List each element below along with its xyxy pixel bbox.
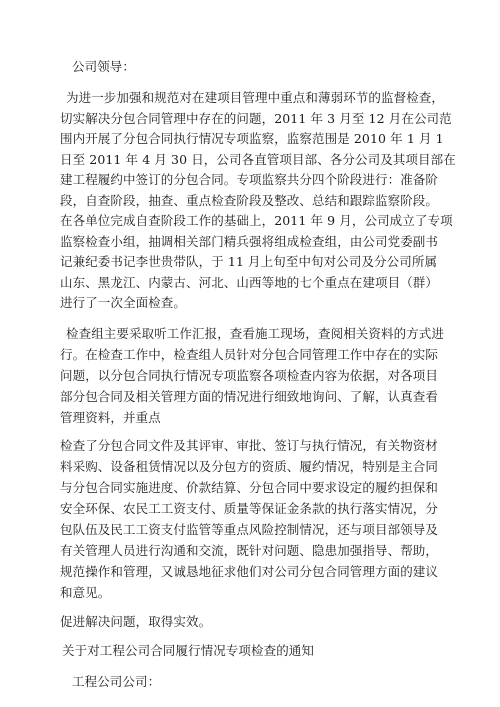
paragraph-1-line-8: 监察检查小组，抽调相关部门精兵强将组成检查组，由公司党委副书 bbox=[60, 234, 439, 249]
paragraph-3-line-7: 规范操作和管理，又诚恳地征求他们对公司分包合同管理方面的建议 bbox=[60, 564, 439, 579]
paragraph-3-line-1: 检查了分包合同文件及其评审、审批、签订与执行情况，有关物资材 bbox=[60, 438, 439, 453]
paragraph-3-line-8: 和意见。 bbox=[60, 585, 111, 600]
notice-title: 关于对工程公司合同履行情况专项检查的通知 bbox=[62, 643, 315, 658]
paragraph-1-line-10: 山东、黑龙江、内蒙古、河北、山西等地的七个重点在建项目（群） bbox=[60, 275, 439, 290]
paragraph-3-line-5: 包队伍及民工工资支付监管等重点风险控制情况，还与项目部领导及 bbox=[60, 522, 439, 537]
paragraph-3-line-3: 与分包合同实施进度、价款结算、分包合同中要求设定的履约担保和 bbox=[60, 480, 439, 495]
paragraph-3-line-4: 安全环保、农民工工资支付、质量等保证金条款的执行落实情况，分 bbox=[60, 501, 439, 516]
paragraph-1-line-6: 段，自查阶段，抽查、重点检查阶段及整改、总结和跟踪监察阶段。 bbox=[60, 193, 439, 208]
paragraph-2-line-3: 问题，以分包合同执行情况专项监察各项检查内容为依据，对各项目 bbox=[60, 368, 439, 383]
paragraph-1-line-2: 切实解决分包合同管理中存在的问题，2011 年 3 月至 12 月在公司范 bbox=[60, 111, 452, 126]
paragraph-1-line-4: 日至 2011 年 4 月 30 日，公司各直管项目部、各分公司及其项目部在 bbox=[60, 152, 456, 167]
paragraph-3-line-2: 料采购、设备租赁情况以及分包方的资质、履约情况，特别是主合同 bbox=[60, 459, 439, 474]
salutation: 公司领导： bbox=[72, 59, 136, 74]
paragraph-1-line-7: 在各单位完成自查阶段工作的基础上，2011 年 9 月，公司成立了专项 bbox=[60, 213, 453, 228]
paragraph-1-line-1: 为进一步加强和规范对在建项目管理中重点和薄弱环节的监督检查， bbox=[66, 90, 445, 105]
paragraph-2-line-2: 行。在检查工作中，检查组人员针对分包合同管理工作中存在的实际 bbox=[60, 347, 439, 362]
paragraph-1-line-3: 围内开展了分包合同执行情况专项监察，监察范围是 2010 年 1 月 1 bbox=[60, 131, 444, 146]
notice-salutation: 工程公司公司： bbox=[72, 674, 161, 689]
paragraph-1-line-5: 建工程履约中签订的分包合同。专项监察共分四个阶段进行：准备阶 bbox=[60, 172, 439, 187]
paragraph-2-line-1: 检查组主要采取听工作汇报，查看施工现场，查阅相关资料的方式进 bbox=[66, 326, 445, 341]
paragraph-4: 促进解决问题，取得实效。 bbox=[60, 614, 212, 629]
paragraph-1-line-9: 记兼纪委书记李世贵带队，于 11 月上旬至中旬对公司及分公司所属 bbox=[60, 254, 438, 269]
paragraph-3-line-6: 有关管理人员进行沟通和交流，既针对问题、隐患加强指导、帮助， bbox=[60, 543, 439, 558]
paragraph-2-line-5: 管理资料，并重点 bbox=[60, 410, 161, 425]
paragraph-1-line-11: 进行了一次全面检查。 bbox=[60, 295, 187, 310]
paragraph-2-line-4: 部分包合同及相关管理方面的情况进行细致地询问、了解，认真查看 bbox=[60, 389, 439, 404]
